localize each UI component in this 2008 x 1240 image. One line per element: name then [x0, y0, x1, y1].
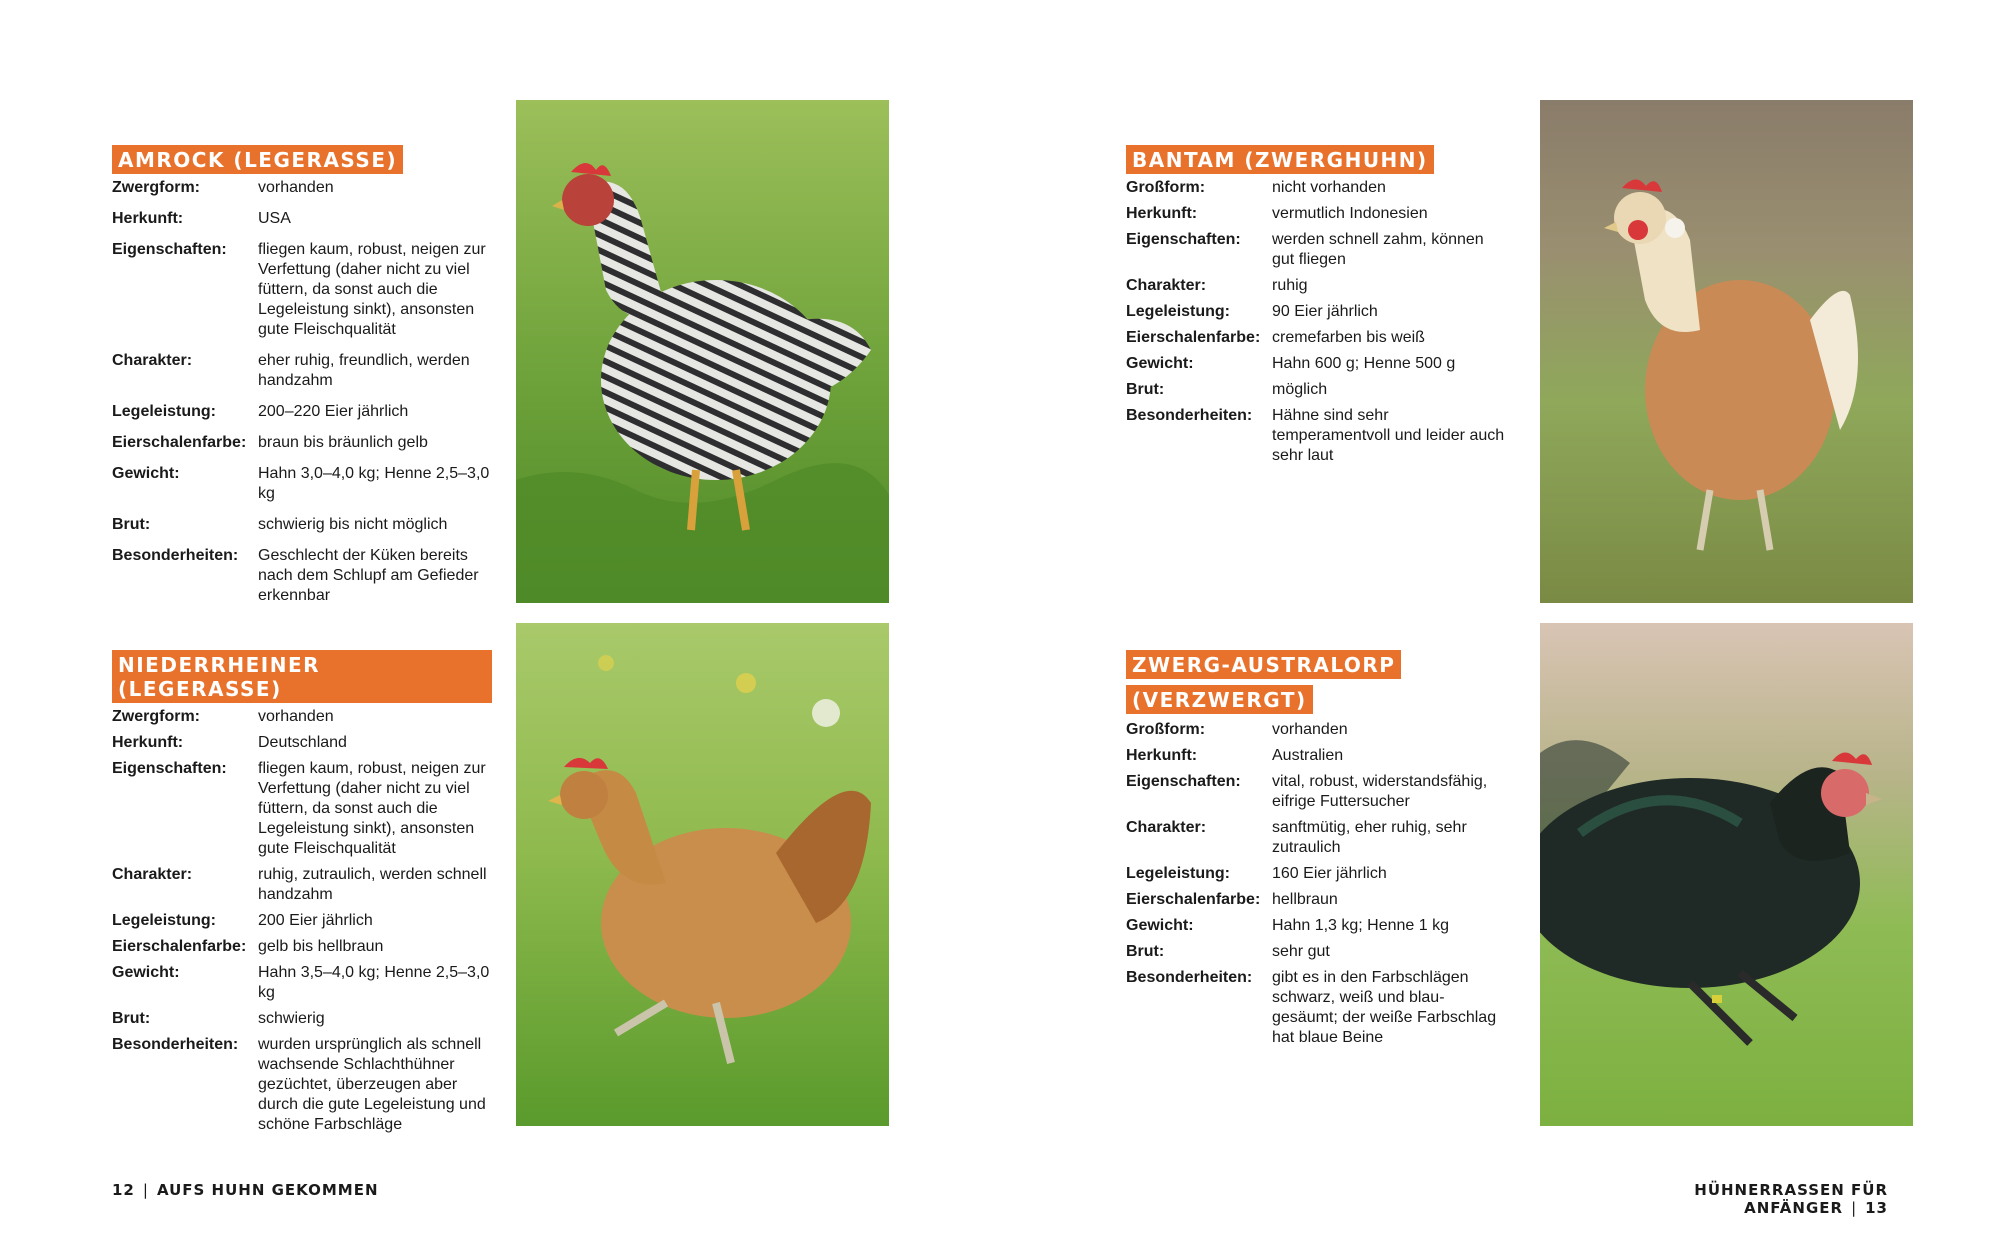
fact-label: Gewicht:	[1126, 355, 1194, 372]
fact-label: Charakter:	[1126, 277, 1207, 294]
fact-row	[112, 546, 492, 617]
fact-value: braun bis bräunlich gelb	[258, 434, 428, 451]
fact-label: Herkunft:	[112, 734, 184, 751]
fact-row	[1126, 230, 1506, 276]
fact-label: Herkunft:	[1126, 747, 1198, 764]
fact-label: Brut:	[1126, 381, 1165, 398]
fact-row	[1126, 406, 1506, 472]
fact-row	[1126, 204, 1506, 230]
fact-row	[1126, 890, 1506, 916]
fact-label: Charakter:	[112, 352, 193, 369]
fact-value: eher ruhig, freundlich, werden handzahm	[258, 352, 470, 389]
fact-value: vorhanden	[258, 708, 334, 725]
fact-label: Eigenschaften:	[1126, 231, 1241, 248]
fact-value: werden schnell zahm, können gut fliegen	[1272, 231, 1484, 268]
fact-value: gelb bis hellbraun	[258, 938, 384, 955]
cream-bantam-hen-photo	[1540, 100, 1913, 603]
fact-row	[1126, 746, 1506, 772]
fact-value: Hähne sind sehr temperamentvoll und leider auch sehr laut	[1272, 407, 1505, 464]
fact-value: nicht vorhanden	[1272, 179, 1386, 196]
fact-label: Brut:	[112, 516, 151, 533]
fact-label: Gewicht:	[112, 964, 180, 981]
fact-label: Legeleistung:	[112, 912, 217, 929]
fact-label: Legeleistung:	[1126, 865, 1231, 882]
page-number: 13	[1865, 1199, 1888, 1217]
breed-title-group	[1126, 650, 1506, 714]
fact-row	[1126, 864, 1506, 890]
fact-value: möglich	[1272, 381, 1328, 398]
fact-label: Gewicht:	[1126, 917, 1194, 934]
facts-table	[112, 707, 492, 1141]
facts-table	[112, 178, 492, 617]
fact-value: cremefarben bis weiß	[1272, 329, 1425, 346]
fact-value: Hahn 3,0–4,0 kg; Henne 2,5–3,0 kg	[258, 465, 490, 502]
fact-row	[1126, 942, 1506, 968]
fact-value: Geschlecht der Küken bereits nach dem Schlupf am Gefieder erkennbar	[258, 547, 479, 604]
fact-label: Zwergform:	[112, 708, 200, 725]
fact-value: vorhanden	[1272, 721, 1348, 738]
fact-row	[1126, 380, 1506, 406]
fact-value: vital, robust, widerstandsfähig, eifrige Futtersucher	[1272, 773, 1488, 810]
fact-row	[1126, 818, 1506, 864]
fact-label: Herkunft:	[112, 210, 184, 227]
fact-value: hellbraun	[1272, 891, 1338, 908]
fact-row	[1126, 916, 1506, 942]
fact-value: Hahn 3,5–4,0 kg; Henne 2,5–3,0 kg	[258, 964, 490, 1001]
fact-row	[1126, 328, 1506, 354]
fact-value: vorhanden	[258, 179, 334, 196]
fact-label: Eierschalenfarbe:	[112, 434, 247, 451]
page-number: 12	[112, 1181, 135, 1199]
breed-niederrheiner	[112, 650, 492, 1141]
facts-table	[1126, 178, 1506, 472]
fact-value: sanftmütig, eher ruhig, sehr zutraulich	[1272, 819, 1467, 856]
breed-title: NIEDERRHEINER (LEGERASSE)	[112, 650, 492, 703]
fact-row	[112, 433, 492, 464]
fact-value: USA	[258, 210, 291, 227]
fact-label: Großform:	[1126, 179, 1206, 196]
fact-row	[1126, 968, 1506, 1054]
fact-label: Großform:	[1126, 721, 1206, 738]
fact-value: sehr gut	[1272, 943, 1330, 960]
fact-label: Eigenschaften:	[1126, 773, 1241, 790]
breed-amrock	[112, 145, 492, 617]
fact-label: Eigenschaften:	[112, 760, 227, 777]
fact-row	[112, 707, 492, 733]
fact-label: Eierschalenfarbe:	[112, 938, 247, 955]
fact-value: wurden ursprünglich als schnell wachsende Schlachthühner gezüchtet, überzeugen aber durch die gute Legeleistung und schöne Farbschläge	[258, 1036, 486, 1133]
fact-label: Gewicht:	[112, 465, 180, 482]
fact-value: fliegen kaum, robust, neigen zur Verfettung (daher nicht zu viel füttern, da sonst auch die Legeleistung sinkt), ansonsten gute Fleischqualität	[258, 241, 486, 338]
fact-row	[112, 178, 492, 209]
fact-row	[112, 240, 492, 351]
fact-value: ruhig	[1272, 277, 1308, 294]
fact-value: Hahn 600 g; Henne 500 g	[1272, 355, 1456, 372]
fact-value: Deutschland	[258, 734, 347, 751]
fact-label: Besonderheiten:	[112, 1036, 239, 1053]
fact-label: Charakter:	[1126, 819, 1207, 836]
fact-label: Besonderheiten:	[1126, 407, 1253, 424]
breed-bantam	[1126, 145, 1506, 472]
buff-hen-photo	[516, 623, 889, 1126]
breed-title: AMROCK (LEGERASSE)	[112, 145, 403, 174]
fact-row	[112, 865, 492, 911]
fact-label: Charakter:	[112, 866, 193, 883]
fact-label: Herkunft:	[1126, 205, 1198, 222]
breed-title-line: ZWERG-AUSTRALORP	[1126, 650, 1401, 679]
fact-row	[112, 1035, 492, 1141]
fact-value: schwierig	[258, 1010, 325, 1027]
fact-row	[112, 759, 492, 865]
fact-value: schwierig bis nicht möglich	[258, 516, 448, 533]
running-head: AUFS HUHN GEKOMMEN	[156, 1181, 379, 1199]
fact-row	[1126, 276, 1506, 302]
fact-row	[112, 351, 492, 402]
facts-table	[1126, 720, 1506, 1054]
fact-row	[112, 963, 492, 1009]
barred-hen-photo	[516, 100, 889, 603]
page-footer-right	[1604, 1181, 1888, 1217]
fact-row	[1126, 178, 1506, 204]
fact-value: Hahn 1,3 kg; Henne 1 kg	[1272, 917, 1450, 934]
fact-label: Legeleistung:	[112, 403, 217, 420]
fact-value: 160 Eier jährlich	[1272, 865, 1387, 882]
fact-label: Besonderheiten:	[112, 547, 239, 564]
fact-label: Eigenschaften:	[112, 241, 227, 258]
breed-zwerg-australorp	[1126, 650, 1506, 1054]
fact-row	[112, 402, 492, 433]
fact-row	[1126, 772, 1506, 818]
fact-label: Brut:	[112, 1010, 151, 1027]
breed-title: BANTAM (ZWERGHUHN)	[1126, 145, 1434, 174]
fact-row	[1126, 302, 1506, 328]
fact-row	[1126, 354, 1506, 380]
fact-row	[112, 209, 492, 240]
fact-value: gibt es in den Farbschlägen schwarz, weiß und blau-gesäumt; der weiße Farbschlag hat blaue Beine	[1272, 969, 1497, 1046]
fact-label: Brut:	[1126, 943, 1165, 960]
fact-label: Besonderheiten:	[1126, 969, 1253, 986]
fact-value: vermutlich Indonesien	[1272, 205, 1428, 222]
breed-title-line: (VERZWERGT)	[1126, 685, 1313, 714]
fact-value: 200 Eier jährlich	[258, 912, 373, 929]
fact-value: 90 Eier jährlich	[1272, 303, 1378, 320]
fact-label: Zwergform:	[112, 179, 200, 196]
footer-separator: |	[142, 1181, 149, 1199]
right-page	[1004, 0, 2008, 1240]
black-australorp-hen-photo	[1540, 623, 1913, 1126]
footer-separator: |	[1851, 1199, 1858, 1217]
running-head: HÜHNERRASSEN FÜR ANFÄNGER	[1694, 1181, 1888, 1217]
fact-row	[112, 733, 492, 759]
fact-row	[112, 1009, 492, 1035]
fact-label: Eierschalenfarbe:	[1126, 891, 1261, 908]
fact-value: fliegen kaum, robust, neigen zur Verfettung (daher nicht zu viel füttern, da sonst auch die Legeleistung sinkt), ansonsten gute Fleischqualität	[258, 760, 486, 857]
fact-row	[112, 937, 492, 963]
fact-label: Eierschalenfarbe:	[1126, 329, 1261, 346]
page-footer-left	[112, 1181, 379, 1199]
fact-label: Legeleistung:	[1126, 303, 1231, 320]
fact-value: Australien	[1272, 747, 1344, 764]
fact-value: ruhig, zutraulich, werden schnell handzahm	[258, 866, 487, 903]
fact-row	[112, 464, 492, 515]
fact-row	[112, 515, 492, 546]
fact-value: 200–220 Eier jährlich	[258, 403, 409, 420]
fact-row	[1126, 720, 1506, 746]
fact-row	[112, 911, 492, 937]
